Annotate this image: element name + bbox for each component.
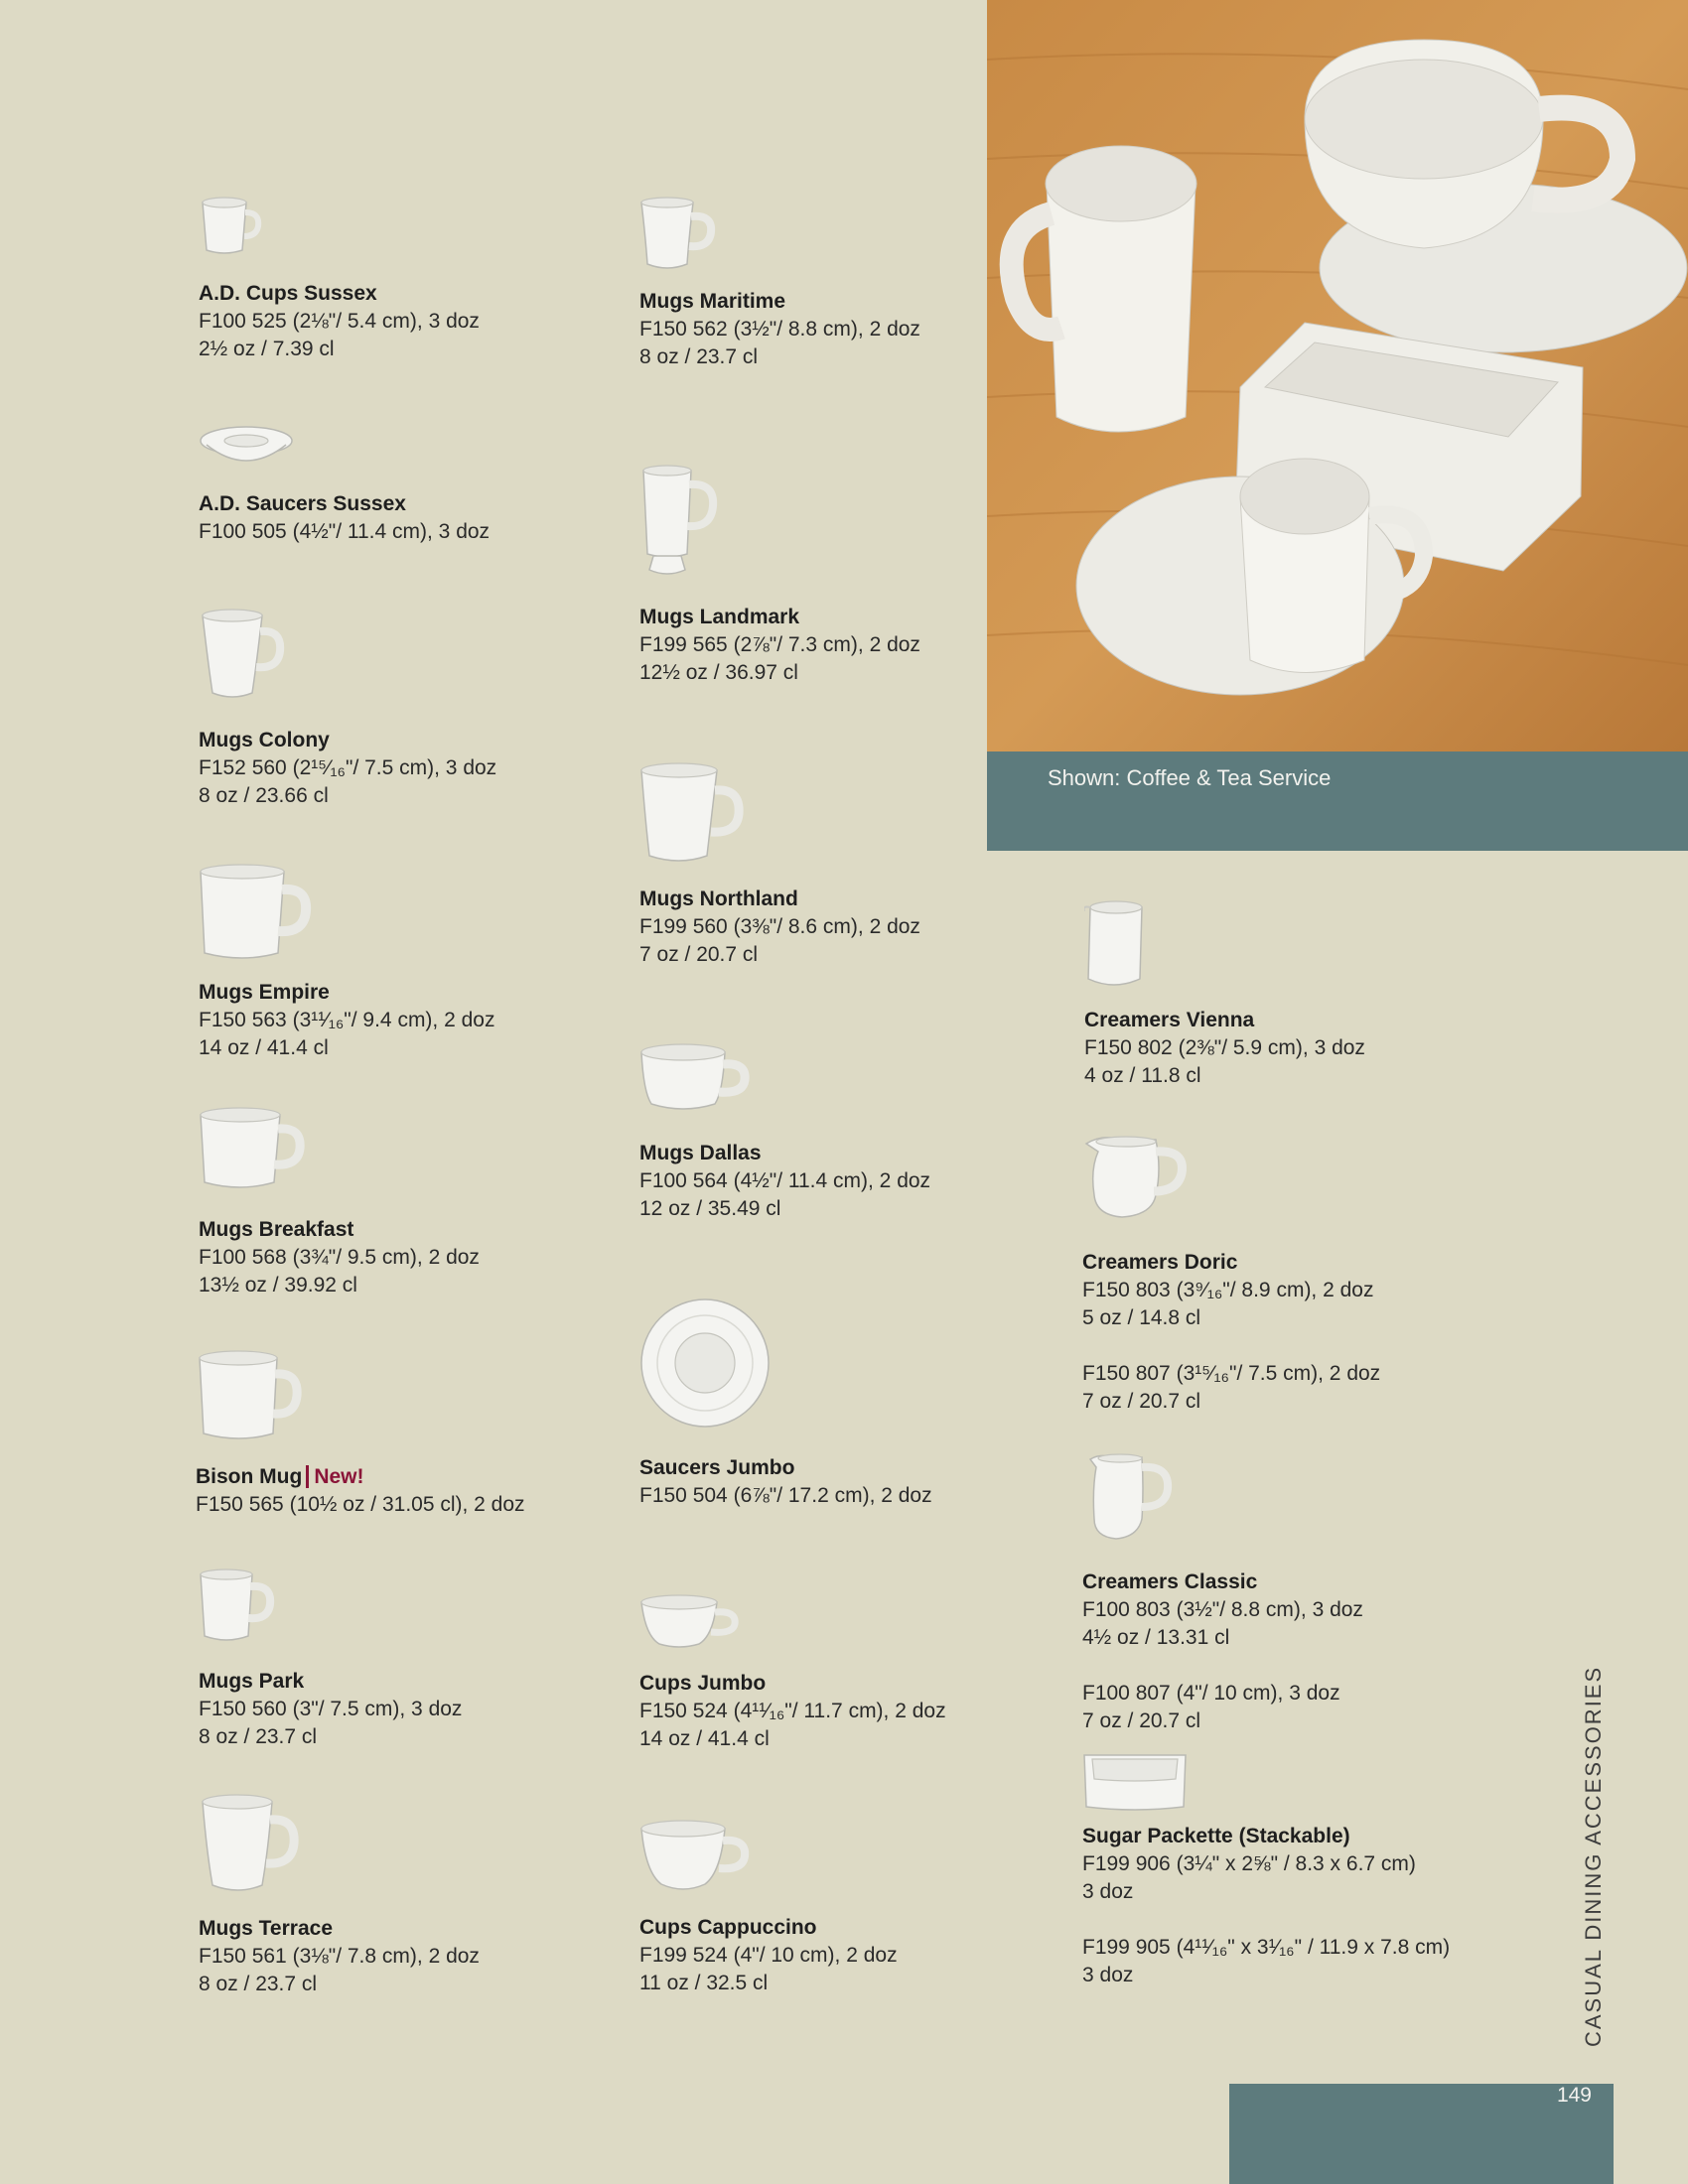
product-name: Mugs Breakfast — [199, 1218, 354, 1241]
product-name: Creamers Classic — [1082, 1570, 1258, 1593]
sugar-packette-icon — [1082, 1749, 1190, 1813]
bison-mug-icon — [196, 1350, 305, 1443]
dallas-mug-icon — [639, 1042, 755, 1116]
product-detail: 12 oz / 35.49 cl — [639, 1197, 781, 1220]
product-detail: F150 504 (6⅞"/ 17.2 cm), 2 doz — [639, 1484, 932, 1507]
product-detail: 5 oz / 14.8 cl — [1082, 1306, 1201, 1329]
breakfast-mug-icon — [199, 1107, 308, 1192]
landmark-mug-icon — [639, 465, 729, 580]
page-number-bar — [1229, 2084, 1614, 2184]
product-name: Mugs Empire — [199, 981, 330, 1004]
ad-saucer-icon — [199, 421, 298, 471]
maritime-mug-icon — [639, 197, 719, 272]
cappuccino-cup-icon — [639, 1819, 755, 1894]
product-cups-jumbo — [639, 1594, 1056, 1753]
product-mugs-empire — [199, 864, 616, 1062]
product-name-text: Bison Mug — [196, 1465, 303, 1488]
product-detail: F150 802 (2⅜"/ 5.9 cm), 3 doz — [1084, 1036, 1365, 1059]
ad-cup-icon — [199, 197, 268, 256]
product-mugs-dallas — [639, 1042, 1056, 1223]
product-detail: F150 562 (3½"/ 8.8 cm), 2 doz — [639, 318, 920, 341]
terrace-mug-icon — [199, 1792, 302, 1895]
northland-mug-icon — [639, 762, 749, 866]
product-detail: 7 oz / 20.7 cl — [1082, 1709, 1201, 1732]
product-detail: F152 560 (2¹⁵⁄₁₆"/ 7.5 cm), 3 doz — [199, 756, 497, 779]
product-detail: F150 807 (3¹⁵⁄₁₆"/ 7.5 cm), 2 doz — [1082, 1362, 1381, 1385]
product-name: Saucers Jumbo — [639, 1456, 795, 1479]
colony-mug-icon — [199, 608, 288, 703]
product-detail: 7 oz / 20.7 cl — [639, 943, 759, 966]
product-ad-cups-sussex — [199, 197, 616, 363]
product-mugs-northland — [639, 762, 1056, 969]
product-sugar-packette — [1082, 1749, 1499, 1989]
product-detail: F150 563 (3¹¹⁄₁₆"/ 9.4 cm), 2 doz — [199, 1009, 495, 1031]
product-mugs-landmark — [639, 465, 1056, 687]
product-detail: F150 524 (4¹¹⁄₁₆"/ 11.7 cm), 2 doz — [639, 1700, 946, 1722]
coffee-tea-service-photo — [987, 0, 1688, 751]
product-detail: F100 807 (4"/ 10 cm), 3 doz — [1082, 1682, 1340, 1705]
product-detail: 4½ oz / 13.31 cl — [1082, 1626, 1230, 1649]
product-name: Mugs Dallas — [639, 1142, 762, 1164]
product-detail: 3 doz — [1082, 1880, 1134, 1903]
product-detail: 14 oz / 41.4 cl — [199, 1036, 329, 1059]
product-detail: 8 oz / 23.66 cl — [199, 784, 329, 807]
product-detail: F100 803 (3½"/ 8.8 cm), 3 doz — [1082, 1598, 1363, 1621]
product-saucers-jumbo — [639, 1296, 1056, 1510]
product-detail: 7 oz / 20.7 cl — [1082, 1390, 1201, 1413]
product-detail: F150 561 (3⅛"/ 7.8 cm), 2 doz — [199, 1945, 480, 1968]
empire-mug-icon — [199, 864, 314, 963]
product-detail: 12½ oz / 36.97 cl — [639, 661, 798, 684]
product-detail: F100 525 (2⅛"/ 5.4 cm), 3 doz — [199, 310, 480, 333]
product-cups-cappuccino — [639, 1819, 1056, 1997]
product-detail: F150 803 (3⁹⁄₁₆"/ 8.9 cm), 2 doz — [1082, 1279, 1374, 1301]
product-name: Mugs Landmark — [639, 606, 800, 628]
product-creamers-classic — [1082, 1449, 1499, 1735]
product-creamers-doric — [1082, 1130, 1499, 1416]
jumbo-saucer-icon — [639, 1296, 773, 1431]
doric-creamer-icon — [1082, 1130, 1194, 1225]
product-detail: F199 524 (4"/ 10 cm), 2 doz — [639, 1944, 898, 1967]
product-detail: 3 doz — [1082, 1964, 1134, 1986]
jumbo-cup-icon — [639, 1594, 743, 1650]
product-name: Cups Cappuccino — [639, 1916, 817, 1939]
product-detail: F100 568 (3¾"/ 9.5 cm), 2 doz — [199, 1246, 480, 1269]
product-detail: F199 906 (3¼" x 2⅝" / 8.3 x 6.7 cm) — [1082, 1852, 1416, 1875]
product-name: Mugs Park — [199, 1670, 305, 1693]
product-detail: F100 564 (4½"/ 11.4 cm), 2 doz — [639, 1169, 931, 1192]
product-name: Sugar Packette (Stackable) — [1082, 1825, 1350, 1847]
product-mugs-breakfast — [199, 1107, 616, 1299]
product-mugs-park — [199, 1569, 616, 1751]
product-detail: 2½ oz / 7.39 cl — [199, 338, 335, 360]
product-detail: F150 560 (3"/ 7.5 cm), 3 doz — [199, 1698, 463, 1720]
photo-caption: Shown: Coffee & Tea Service — [1048, 765, 1332, 790]
page-number: 149 — [1556, 2084, 1592, 2107]
product-mugs-colony — [199, 608, 616, 810]
product-name: A.D. Cups Sussex — [199, 282, 377, 305]
product-name: A.D. Saucers Sussex — [199, 492, 406, 515]
product-name: Mugs Terrace — [199, 1917, 333, 1940]
section-label: CASUAL DINING ACCESSORIES — [1581, 1665, 1606, 2047]
product-mugs-maritime — [639, 197, 1056, 371]
product-name: Mugs Maritime — [639, 290, 786, 313]
park-mug-icon — [199, 1569, 278, 1644]
product-detail: F199 560 (3⅜"/ 8.6 cm), 2 doz — [639, 915, 920, 938]
product-detail: F199 565 (2⅞"/ 7.3 cm), 2 doz — [639, 633, 920, 656]
product-name — [196, 1463, 613, 1491]
product-detail: 8 oz / 23.7 cl — [199, 1725, 318, 1748]
product-detail: 14 oz / 41.4 cl — [639, 1727, 770, 1750]
photo-caption-bar — [987, 751, 1688, 851]
vienna-creamer-icon — [1084, 899, 1154, 991]
product-detail: 13½ oz / 39.92 cl — [199, 1274, 357, 1297]
product-creamers-vienna — [1084, 899, 1501, 1090]
new-badge: New! — [306, 1465, 363, 1488]
product-detail: 11 oz / 32.5 cl — [639, 1972, 769, 1994]
product-detail: 8 oz / 23.7 cl — [199, 1973, 318, 1995]
product-name: Mugs Colony — [199, 729, 330, 751]
product-detail: F150 565 (10½ oz / 31.05 cl), 2 doz — [196, 1493, 525, 1516]
product-name: Mugs Northland — [639, 887, 798, 910]
classic-creamer-icon — [1082, 1449, 1182, 1545]
product-detail: F100 505 (4½"/ 11.4 cm), 3 doz — [199, 520, 491, 543]
product-name: Cups Jumbo — [639, 1672, 767, 1695]
product-detail: 4 oz / 11.8 cl — [1084, 1064, 1201, 1087]
product-mugs-terrace — [199, 1792, 616, 1998]
product-detail: F199 905 (4¹¹⁄₁₆" x 3¹⁄₁₆" / 11.9 x 7.8 cm) — [1082, 1936, 1451, 1959]
product-name: Creamers Vienna — [1084, 1009, 1255, 1031]
product-bison-mug — [196, 1350, 613, 1519]
product-detail: 8 oz / 23.7 cl — [639, 345, 759, 368]
product-name: Creamers Doric — [1082, 1251, 1238, 1274]
product-ad-saucers-sussex — [199, 421, 616, 546]
